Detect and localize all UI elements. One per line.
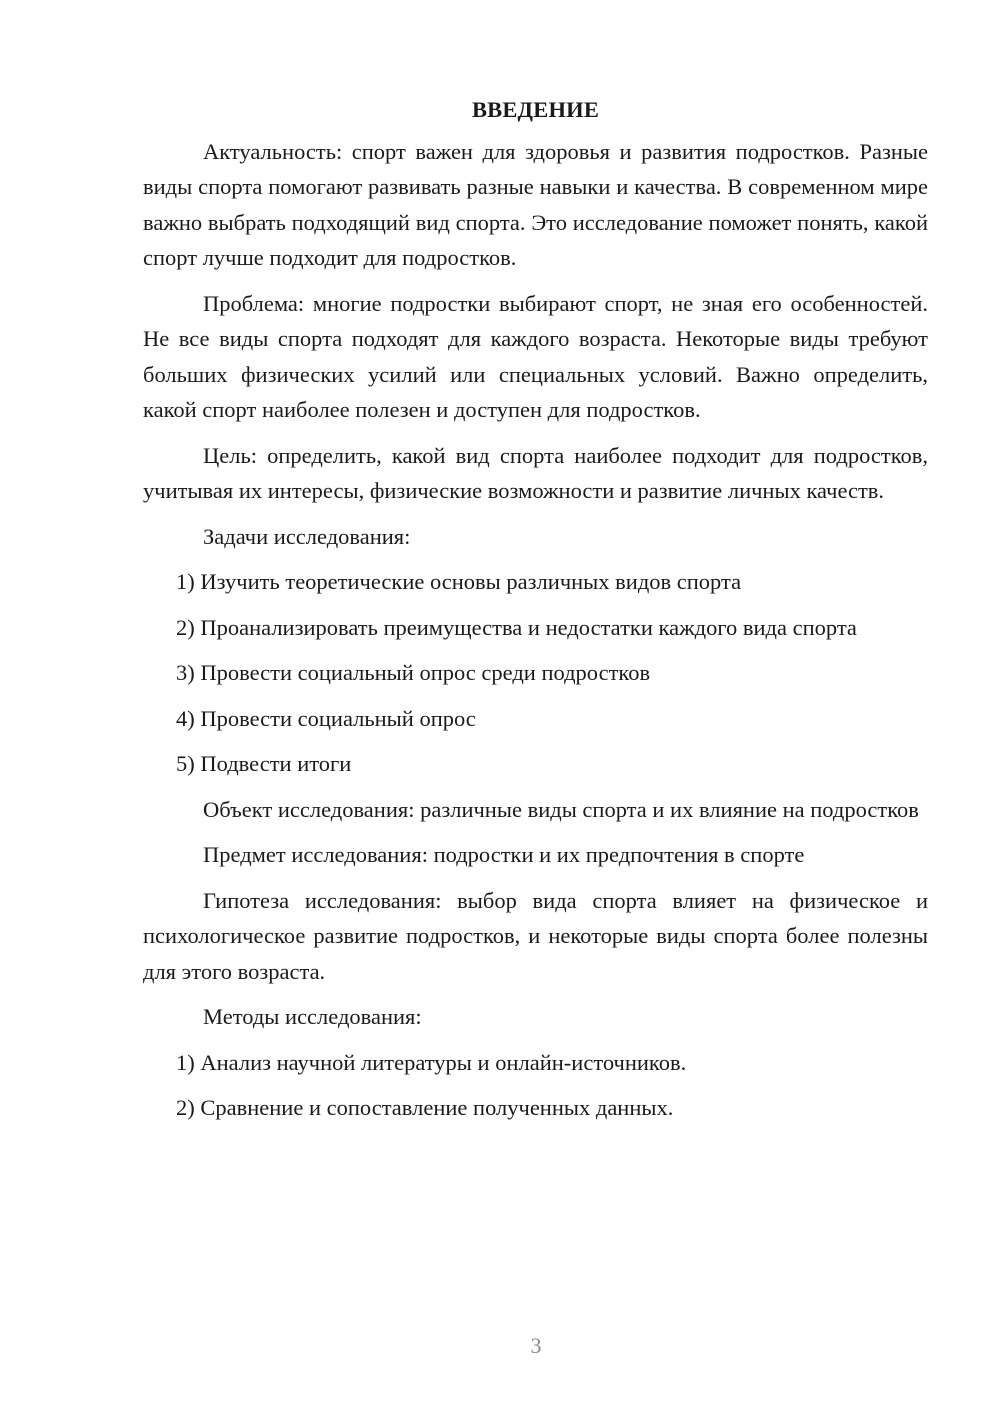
methods-heading: Методы исследования:	[203, 1004, 422, 1029]
problem-paragraph: Проблема: многие подростки выбирают спорт, не зная его особенностей. Не все виды спорта подходят для каждого возраста. Некоторые виды требуют больших физических усилий или специальных условий. Важно определить, какой спорт наиболее полезен и доступен для подростков.	[143, 290, 928, 422]
task-item-4: 4) Провести социальный опрос	[176, 705, 476, 731]
object-paragraph: Объект исследования: различные виды спорта и их влияние на подростков	[203, 796, 919, 822]
page-title: ВВЕДЕНИЕ	[471, 97, 600, 122]
method-item-2: 2) Сравнение и сопоставление полученных данных.	[176, 1095, 674, 1120]
tasks-heading: Задачи исследования:	[203, 523, 411, 549]
page-number: 3	[530, 1333, 542, 1358]
hypothesis-paragraph: Гипотеза исследования: выбор вида спорта влияет на физическое и психологическое развитие подростков, и некоторые виды спорта более полезны для этого возраста.	[143, 887, 928, 984]
task-item-5: 5) Подвести итоги	[176, 751, 352, 776]
relevance-paragraph: Актуальность: спорт важен для здоровья и развития подростков. Разные виды спорта помогают развивать разные навыки и качества. В современном мире важно выбрать подходящий вид спорта. Это исследование поможет понять, какой спорт лучше подходит для подростков.	[143, 138, 928, 270]
subject-paragraph: Предмет исследования: подростки и их предпочтения в спорте	[203, 842, 805, 867]
page-content	[143, 92, 928, 1136]
task-item-2: 2) Проанализировать преимущества и недостатки каждого вида спорта	[176, 614, 857, 640]
method-item-1: 1) Анализ научной литературы и онлайн-источников.	[176, 1049, 687, 1075]
goal-paragraph: Цель: определить, какой вид спорта наиболее подходит для подростков, учитывая их интересы, физические возможности и развитие личных качеств.	[143, 442, 928, 503]
task-item-1: 1) Изучить теоретические основы различных видов спорта	[176, 569, 742, 594]
task-item-3: 3) Провести социальный опрос среди подростков	[176, 660, 651, 685]
